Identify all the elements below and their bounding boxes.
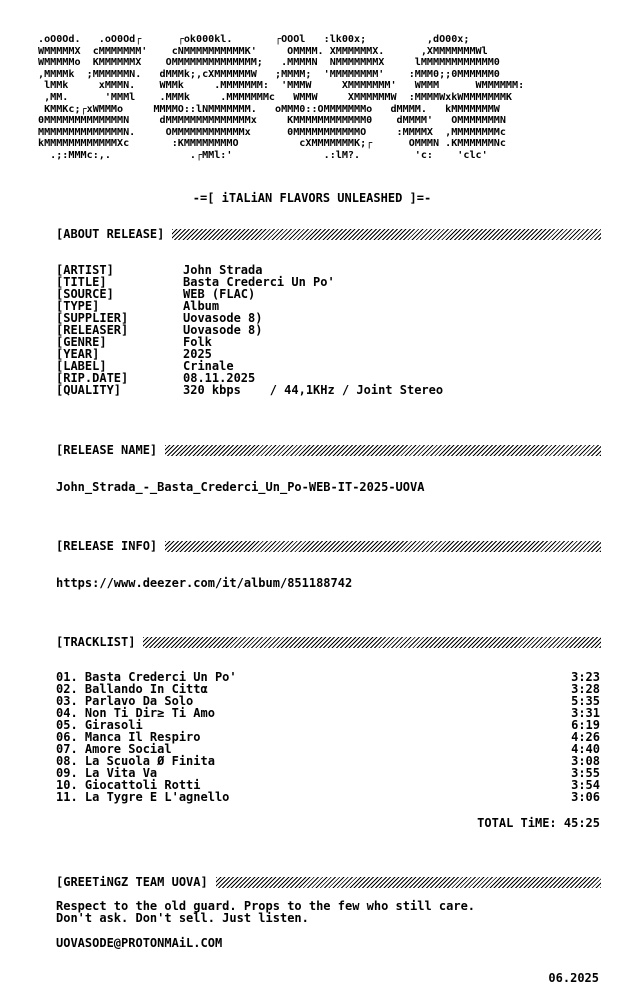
track-name: 11. La Tygre E L'agnello <box>56 790 230 804</box>
hatch-divider <box>165 541 601 552</box>
detail-row-genre <box>56 336 606 348</box>
detail-row-releaser <box>56 324 606 336</box>
hatch-divider <box>165 445 601 456</box>
greetings-text <box>56 900 475 924</box>
detail-row-type <box>56 300 606 312</box>
track-name: 03. Parlavo Da Solo <box>56 694 194 708</box>
track-name: 05. Girasoli <box>56 718 143 732</box>
ascii-logo: .oO0Od. .oO0Od┌ ┌ok000kl. ┌OOOl :lk00x; ,dO00x; WMMMMMX cMMMMMMM' cNMMMMMMMMMMK' OMMMM. XMMMMMMX. ,XMMMMMMMWl WMMMMMo KMMMMMMX OMMMMMMMMMMMMMM; .MMMMN NMMMMMMMX lMMMMMMMMMMMM0 ,MMMMk ;MMMMMMN. dMMMk;,cXMMMMMMW ;MMMM; 'MMMMMMMM' :MMM0;;0MMMMMM0 lMMk xMMMN. WMMk .MMMMMMM: 'MMMW XMMMMMMM' WMMM WMMMMMM: ,MM. 'MMMl .MMMk .MMMMMMMc WMMW XMMMMMMW :MMMMWxkWMMMMMMMK KMMKc;┌xWMMMo MMMMO::lNMMMMMMM. oMMM0::OMMMMMMMo dMMMM. kMMMMMMMW 0MMMMMMMMMMMMMN dMMMMMMMMMMMMMMx KMMMMMMMMMMMM0 dMMMM' OMMMMMMMN MMMMMMMMMMMMMMN. OMMMMMMMMMMMMx 0MMMMMMMMMMMO :MMMMX ,MMMMMMMMc kMMMMMMMMMMMMXc :KMMMMMMMMO cXMMMMMMMK;┌ OMMMN .KMMMMMMNc .;:MMMc:,. .┌MMl:' .:lM?. 'c: 'clc' <box>38 34 525 161</box>
track-time: 4:26 <box>571 730 600 744</box>
detail-value: Folk <box>183 335 212 349</box>
detail-row-supplier <box>56 312 606 324</box>
track-name: 07. Amore Social <box>56 742 172 756</box>
greetings-line: Don't ask. Don't sell. Just listen. <box>56 911 309 925</box>
release-url: https://www.deezer.com/it/album/851188742 <box>56 576 353 590</box>
detail-key: [TITLE] <box>56 275 107 289</box>
section-header-tracklist <box>56 635 601 649</box>
detail-value: Album <box>183 299 220 313</box>
track-time: 3:31 <box>571 706 600 720</box>
section-label: [RELEASE NAME] <box>56 443 158 457</box>
detail-value: 08.11.2025 <box>183 371 256 385</box>
hatch-divider <box>172 229 601 240</box>
track-time: 6:19 <box>571 718 600 732</box>
detail-key: [RELEASER] <box>56 323 129 337</box>
detail-key: [SOURCE] <box>56 287 114 301</box>
section-header-greetings <box>56 875 601 889</box>
track-time: 4:40 <box>571 742 600 756</box>
track-time: 3:55 <box>571 766 600 780</box>
detail-key: [ARTIST] <box>56 263 114 277</box>
detail-value: 2025 <box>183 347 212 361</box>
detail-row-quality <box>56 384 606 396</box>
detail-value: WEB (FLAC) <box>183 287 256 301</box>
section-label: [GREETiNGZ TEAM UOVA] <box>56 875 208 889</box>
track-time: 3:54 <box>571 778 600 792</box>
track-time: 3:08 <box>571 754 600 768</box>
detail-key: [GENRE] <box>56 335 107 349</box>
hatch-divider <box>216 877 601 888</box>
detail-key: [SUPPLIER] <box>56 311 129 325</box>
total-time: TOTAL TiME: 45:25 <box>477 816 600 830</box>
detail-value: 320 kbps / 44,1KHz / Joint Stereo <box>183 383 444 397</box>
track-name: 08. La Scuola Ø Finita <box>56 754 215 768</box>
track-row <box>56 791 600 803</box>
detail-value: Uovasode 8) <box>183 311 263 325</box>
release-details <box>56 264 606 396</box>
tracklist <box>56 671 600 803</box>
detail-value: John Strada <box>183 263 263 277</box>
detail-row-label <box>56 360 606 372</box>
section-label: [RELEASE INFO] <box>56 539 158 553</box>
section-label: [TRACKLIST] <box>56 635 136 649</box>
section-header-about <box>56 227 601 241</box>
greetings-line: Respect to the old guard. Props to the few who still care. <box>56 899 476 913</box>
track-name: 06. Manca Il Respiro <box>56 730 201 744</box>
section-header-release-info <box>56 539 601 553</box>
track-name: 04. Non Ti Dir≥ Ti Amo <box>56 706 215 720</box>
track-time: 3:28 <box>571 682 600 696</box>
track-name: 02. Ballando In Cittα <box>56 682 208 696</box>
detail-key: [RIP.DATE] <box>56 371 129 385</box>
track-name: 10. Giocattoli Rotti <box>56 778 201 792</box>
detail-value: Crinale <box>183 359 234 373</box>
hatch-divider <box>143 637 601 648</box>
track-name: 01. Basta Crederci Un Po' <box>56 670 237 684</box>
section-header-release-name <box>56 443 601 457</box>
detail-key: [YEAR] <box>56 347 100 361</box>
track-name: 09. La Vita Va <box>56 766 158 780</box>
detail-key: [LABEL] <box>56 359 107 373</box>
detail-row-title <box>56 276 606 288</box>
track-time: 3:06 <box>571 790 600 804</box>
section-label: [ABOUT RELEASE] <box>56 227 165 241</box>
footer-date: 06.2025 <box>548 971 599 985</box>
detail-value: Basta Crederci Un Po' <box>183 275 335 289</box>
detail-value: Uovasode 8) <box>183 323 263 337</box>
track-time: 3:23 <box>571 670 600 684</box>
tagline: -=[ iTALiAN FLAVORS UNLEASHED ]=- <box>192 191 432 205</box>
detail-row-source <box>56 288 606 300</box>
contact-email: UOVASODE@PROTONMAiL.COM <box>56 936 223 950</box>
detail-key: [TYPE] <box>56 299 100 313</box>
track-time: 5:35 <box>571 694 600 708</box>
detail-key: [QUALITY] <box>56 383 122 397</box>
release-name: John_Strada_-_Basta_Crederci_Un_Po-WEB-IT-2025-UOVA <box>56 480 425 494</box>
detail-row-year <box>56 348 606 360</box>
